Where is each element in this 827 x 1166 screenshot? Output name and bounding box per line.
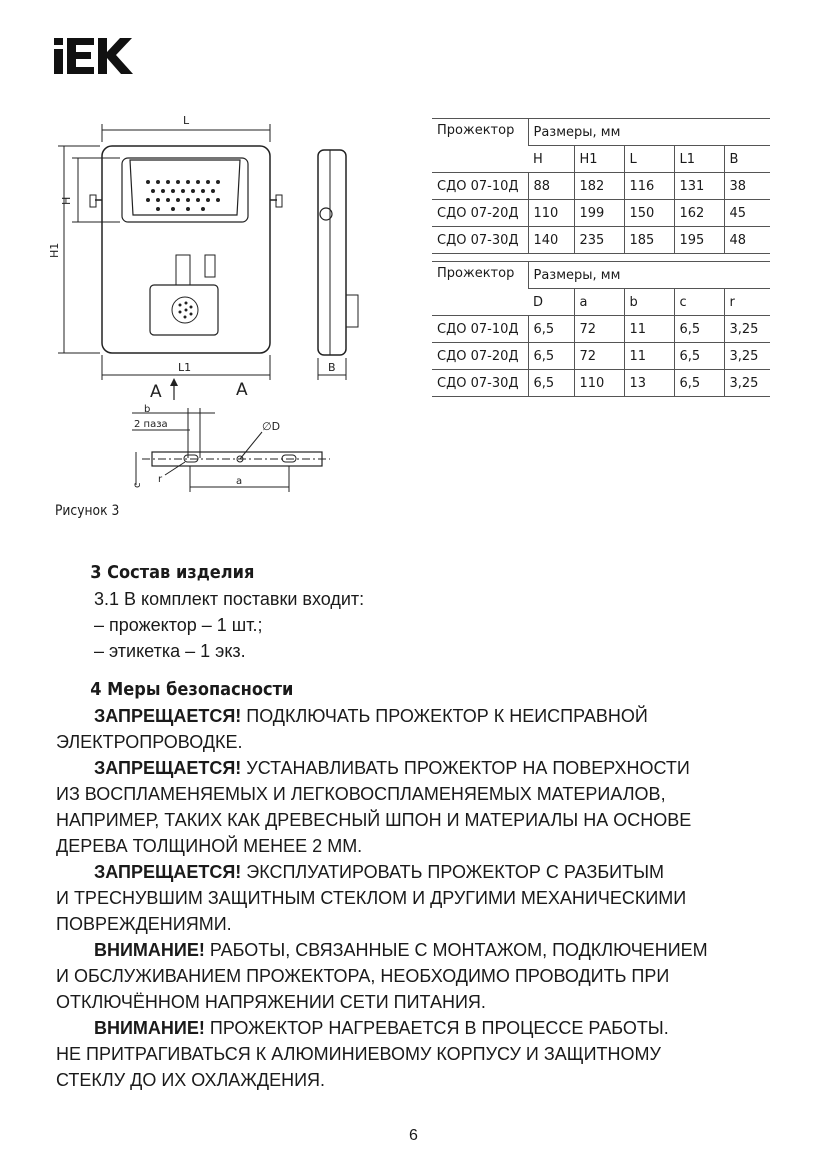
warning-lead: ВНИМАНИЕ!	[94, 940, 205, 960]
table-cell: 235	[574, 227, 624, 254]
body-line: ОТКЛЮЧЁННОМ НАПРЯЖЕНИИ СЕТИ ПИТАНИЯ.	[56, 992, 486, 1012]
table-row	[432, 370, 770, 397]
warning-lead: ЗАПРЕЩАЕТСЯ!	[94, 758, 242, 778]
section-3	[56, 560, 776, 664]
view-arrow-label: A	[150, 382, 162, 402]
safety-paragraph-line	[56, 1015, 776, 1041]
dim-L: L	[183, 114, 190, 127]
body-line: ЭЛЕКТРОПРОВОДКЕ.	[56, 732, 243, 752]
dim-r: r	[158, 474, 163, 485]
table-cell: 3,25	[724, 343, 770, 370]
table-cell: 3,25	[724, 370, 770, 397]
dim-c: c	[132, 482, 143, 488]
table-cell: 150	[624, 200, 674, 227]
view-label: A	[236, 380, 248, 400]
body-text: УСТАНАВЛИВАТЬ ПРОЖЕКТОР НА ПОВЕРХНОСТИ	[241, 758, 690, 778]
section-heading: 4 Меры безопасности	[90, 679, 294, 700]
page-number: 6	[409, 1127, 418, 1144]
table-header-cell: Размеры, мм	[528, 262, 770, 289]
body-line: – прожектор – 1 шт.;	[94, 615, 263, 635]
warning-lead: ВНИМАНИЕ!	[94, 1018, 205, 1038]
body-line: 3.1 В комплект поставки входит:	[94, 589, 365, 609]
table-header-cell: L1	[674, 146, 724, 173]
table-header-cell: H1	[574, 146, 624, 173]
table-cell: 182	[574, 173, 624, 200]
table-cell: 131	[674, 173, 724, 200]
dim-L1: L1	[178, 361, 192, 374]
lens-window	[130, 160, 240, 215]
body-text: ПОДКЛЮЧАТЬ ПРОЖЕКТОР К НЕИСПРАВНОЙ	[241, 706, 648, 726]
table-cell: 11	[624, 316, 674, 343]
body-line: – этикетка – 1 экз.	[94, 641, 246, 661]
table-cell: 6,5	[528, 316, 574, 343]
table-row	[432, 316, 770, 343]
table-header-cell: L	[624, 146, 674, 173]
table-cell: СДО 07-30Д	[432, 370, 528, 397]
table-cell: СДО 07-10Д	[432, 173, 528, 200]
slots-label: 2 паза	[134, 419, 168, 430]
table-cell: 48	[724, 227, 770, 254]
table-row	[432, 227, 770, 254]
table-cell: 199	[574, 200, 624, 227]
table-row	[432, 200, 770, 227]
section-heading: 3 Состав изделия	[90, 562, 255, 583]
dim-D: ∅D	[262, 420, 281, 433]
dim-H: H	[60, 196, 73, 205]
dim-b: b	[144, 404, 151, 415]
table-cell: СДО 07-30Д	[432, 227, 528, 254]
safety-paragraph-line	[56, 703, 776, 729]
table-cell: 13	[624, 370, 674, 397]
table-header-cell: r	[724, 289, 770, 316]
table-header-cell: B	[724, 146, 770, 173]
table-header-cell: b	[624, 289, 674, 316]
safety-paragraph-line	[56, 859, 776, 885]
table-cell: 195	[674, 227, 724, 254]
side-view	[318, 150, 346, 355]
body-line: ПОВРЕЖДЕНИЯМИ.	[56, 914, 232, 934]
dim-B: B	[328, 361, 336, 374]
table-cell: СДО 07-10Д	[432, 316, 528, 343]
safety-paragraph-line	[56, 755, 776, 781]
body-text: РАБОТЫ, СВЯЗАННЫЕ С МОНТАЖОМ, ПОДКЛЮЧЕНИЕМ	[204, 940, 708, 960]
body-line: И ТРЕСНУВШИМ ЗАЩИТНЫМ СТЕКЛОМ И ДРУГИМИ МЕХАНИЧЕСКИМИ	[56, 888, 687, 908]
dimensions-table-2	[432, 261, 770, 397]
iek-logo	[54, 38, 134, 79]
table-header-cell: Прожектор	[432, 119, 528, 173]
table-cell: 185	[624, 227, 674, 254]
table-cell: 6,5	[674, 343, 724, 370]
dim-a: a	[236, 476, 243, 487]
table-header-cell: D	[528, 289, 574, 316]
table-cell: 110	[528, 200, 574, 227]
table-cell: СДО 07-20Д	[432, 343, 528, 370]
table-cell: 110	[574, 370, 624, 397]
table-header-cell: H	[528, 146, 574, 173]
warning-lead: ЗАПРЕЩАЕТСЯ!	[94, 706, 242, 726]
body-line: ДЕРЕВА ТОЛЩИНОЙ МЕНЕЕ 2 ММ.	[56, 836, 363, 856]
table-cell: 116	[624, 173, 674, 200]
dim-H1: H1	[48, 242, 61, 258]
table-cell: СДО 07-20Д	[432, 200, 528, 227]
table-row	[432, 173, 770, 200]
table-header-cell: a	[574, 289, 624, 316]
safety-paragraph-line	[56, 937, 776, 963]
table-cell: 162	[674, 200, 724, 227]
technical-drawing	[40, 110, 370, 505]
table-header-cell: Прожектор	[432, 262, 528, 316]
motion-sensor	[150, 285, 218, 335]
table-header-cell: Размеры, мм	[528, 119, 770, 146]
table-cell: 88	[528, 173, 574, 200]
table-cell: 11	[624, 343, 674, 370]
body-text: ЭКСПЛУАТИРОВАТЬ ПРОЖЕКТОР С РАЗБИТЫМ	[241, 862, 665, 882]
table-cell: 6,5	[528, 370, 574, 397]
table-cell: 6,5	[674, 370, 724, 397]
body-line: НЕ ПРИТРАГИВАТЬСЯ К АЛЮМИНИЕВОМУ КОРПУСУ И ЗАЩИТНОМУ	[56, 1044, 661, 1064]
body-line: НАПРИМЕР, ТАКИХ КАК ДРЕВЕСНЫЙ ШПОН И МАТЕРИАЛЫ НА ОСНОВЕ	[56, 810, 692, 830]
figure-caption: Рисунок 3	[55, 503, 120, 519]
table-cell: 38	[724, 173, 770, 200]
table-header-cell: c	[674, 289, 724, 316]
table-row	[432, 343, 770, 370]
body-line: ИЗ ВОСПЛАМЕНЯЕМЫХ И ЛЕГКОВОСПЛАМЕНЯЕМЫХ МАТЕРИАЛОВ,	[56, 784, 666, 804]
body-text: ПРОЖЕКТОР НАГРЕВАЕТСЯ В ПРОЦЕССЕ РАБОТЫ.	[204, 1018, 669, 1038]
section-4	[56, 677, 776, 1093]
table-cell: 72	[574, 316, 624, 343]
table-cell: 140	[528, 227, 574, 254]
body-line: СТЕКЛУ ДО ИХ ОХЛАЖДЕНИЯ.	[56, 1070, 326, 1090]
table-cell: 6,5	[674, 316, 724, 343]
dimensions-table-1	[432, 118, 770, 254]
table-cell: 6,5	[528, 343, 574, 370]
table-cell: 45	[724, 200, 770, 227]
table-cell: 3,25	[724, 316, 770, 343]
table-cell: 72	[574, 343, 624, 370]
body-line: И ОБСЛУЖИВАНИЕМ ПРОЖЕКТОРА, НЕОБХОДИМО ПРОВОДИТЬ ПРИ	[56, 966, 670, 986]
warning-lead: ЗАПРЕЩАЕТСЯ!	[94, 862, 242, 882]
